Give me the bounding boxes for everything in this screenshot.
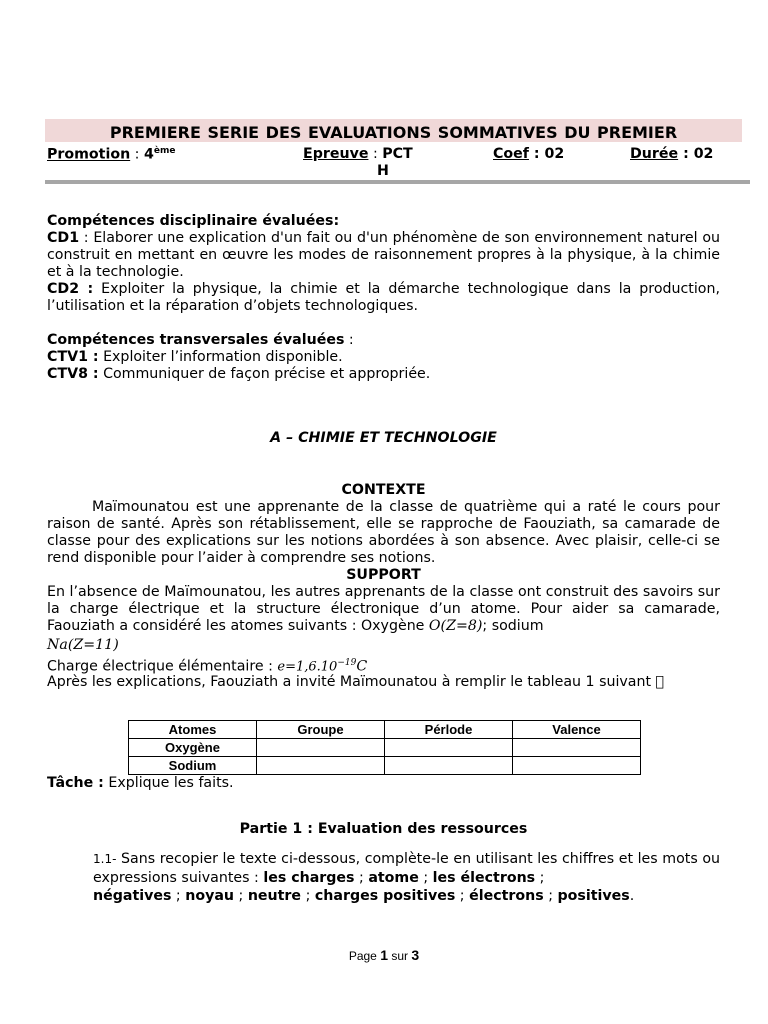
table-cell [257, 757, 385, 775]
table-cell [257, 739, 385, 757]
cd2-paragraph [47, 281, 720, 315]
sodium-word: ; sodium [482, 618, 544, 634]
separator: ; [535, 869, 545, 886]
ctv8-line [47, 366, 720, 383]
coef-label: Coef [493, 146, 529, 162]
separator: ; [418, 869, 433, 886]
table-header-cell: Valence [513, 721, 641, 739]
coef-value: 02 [544, 146, 565, 162]
table-row [129, 739, 641, 757]
cd1-text: : Elaborer une explication d'un fait ou d'un phénomène de son environnement naturel ou construit en mettant en œuvre les modes de raisonnement propres à la physique, à la chimie et à la technologie. [47, 230, 720, 280]
page-footer [0, 947, 768, 963]
table-cell [513, 739, 641, 757]
support-paragraph [47, 584, 720, 635]
support-text: En l’absence de Maïmounatou, les autres apprenants de la classe ont construit des savoirs sur la charge électrique et la structure électronique d’un atome. Pour aider sa camarade, Faouziath a considéré les atomes suivants : Oxygène [47, 584, 720, 634]
cd2-text: Exploiter la physique, la chimie et la démarche technologique dans la production, l’utilisation et la réparation d’objets technologiques. [47, 281, 720, 314]
separator: ; [234, 888, 248, 904]
contexte-heading: CONTEXTE [341, 482, 426, 498]
transversal-heading: Compétences transversales évaluées [47, 332, 345, 348]
epreuve-value: PCT [382, 146, 413, 162]
competences-heading: Compétences disciplinaire évaluées: [47, 213, 340, 229]
separator: ; [543, 888, 558, 904]
duree-field: Durée : 02 [630, 146, 714, 162]
table-cell [513, 757, 641, 775]
word-option: atome [368, 869, 419, 886]
duree-label: Durée [630, 146, 679, 162]
promotion-sup: ème [153, 146, 176, 156]
ctv8-text: Communiquer de façon précise et appropriée. [98, 366, 431, 382]
word-option: noyau [185, 888, 235, 904]
cd1-label: CD1 [47, 230, 80, 246]
transversal-heading-line [47, 332, 720, 349]
footer-page-total: 3 [411, 947, 420, 963]
promotion-value: 4 [143, 146, 154, 163]
page-title: PREMIERE SERIE DES EVALUATIONS SOMMATIVES DU PREMIER [109, 123, 678, 142]
charge-formula: e=1,6.10 [277, 659, 338, 675]
sodium-formula: Na(Z=11) [47, 637, 119, 653]
word-option: les électrons [432, 869, 536, 886]
terminator: . [629, 888, 635, 904]
invite-text: Après les explications, Faouziath a invité Maïmounatou à remplir le tableau 1 suivant [47, 674, 652, 690]
word-option: neutre [247, 888, 302, 904]
table-row [129, 757, 641, 775]
question-text: Sans recopier le texte ci-dessous, complète-le en utilisant les chiffres et les mots ou expressions suivantes : [93, 851, 720, 886]
word-option: négatives [93, 888, 172, 904]
tache-label: Tâche : [47, 775, 104, 791]
transversal-colon: : [344, 332, 354, 348]
question-1-1-cont [93, 887, 720, 906]
charge-unit: C [356, 658, 368, 675]
promotion-label: Promotion [47, 146, 131, 163]
word-option: charges positives [314, 888, 456, 904]
word-option: les charges [263, 869, 355, 886]
table-cell [385, 757, 513, 775]
footer-page-number: 1 [380, 947, 388, 963]
footer-sur-word: sur [391, 949, 409, 963]
contexte-text: Maïmounatou est une apprenante de la classe de quatrième qui a raté le cours pour raison de santé. Après son rétablissement, elle se rapproche de Faouziath, sa camarade de classe pour des explications sur les notions abordées à son absence. Avec plaisir, celle-ci se rend disponible pour l’aider à comprendre ses notions. [47, 499, 720, 566]
section-a-heading: A – CHIMIE ET TECHNOLOGIE [270, 430, 497, 446]
epreuve-value-cont: H [377, 163, 389, 179]
charge-text: Charge électrique élémentaire : [47, 658, 278, 675]
support-heading: SUPPORT [346, 567, 421, 583]
word-option: électrons [469, 888, 544, 904]
question-1-1 [93, 850, 720, 887]
charge-line [47, 655, 720, 676]
header-divider [45, 180, 750, 184]
oxygen-formula: O(Z=8) [428, 618, 483, 634]
table-cell [385, 739, 513, 757]
charge-exponent: −19 [337, 658, 357, 668]
table-header-row [129, 721, 641, 739]
table-header-cell: Pérlode [385, 721, 513, 739]
ctv1-text: Exploiter l’information disponible. [98, 349, 343, 365]
ctv1-label: CTV1 : [47, 349, 99, 365]
table-header-cell: Groupe [257, 721, 385, 739]
separator: ; [301, 888, 315, 904]
sodium-formula-line [47, 637, 720, 654]
separator: ; [354, 869, 369, 886]
cd2-label: CD2 : [47, 281, 94, 297]
ctv1-line [47, 349, 720, 366]
separator: ; [455, 888, 470, 904]
epreuve-label: Epreuve [303, 146, 369, 162]
separator: ; [171, 888, 186, 904]
question-number: 1.1- [93, 852, 117, 866]
coef-field: Coef : 02 [493, 146, 565, 162]
promotion-field: Promotion : 4ème [47, 146, 176, 163]
tache-line [47, 775, 720, 792]
ctv8-label: CTV8 : [47, 366, 99, 382]
table-header-cell: Atomes [129, 721, 257, 739]
word-option: positives [557, 888, 630, 904]
epreuve-field: Epreuve : PCT [303, 146, 413, 162]
partie1-heading: Partie 1 : Evaluation des ressources [239, 821, 528, 837]
table-cell: Sodium [129, 757, 257, 775]
atoms-table [128, 720, 641, 775]
cd1-paragraph [47, 230, 720, 281]
tache-text: Explique les faits. [103, 775, 234, 791]
footer-page-word: Page [348, 949, 377, 963]
table-cell: Oxygène [129, 739, 257, 757]
duree-value: 02 [693, 146, 714, 162]
